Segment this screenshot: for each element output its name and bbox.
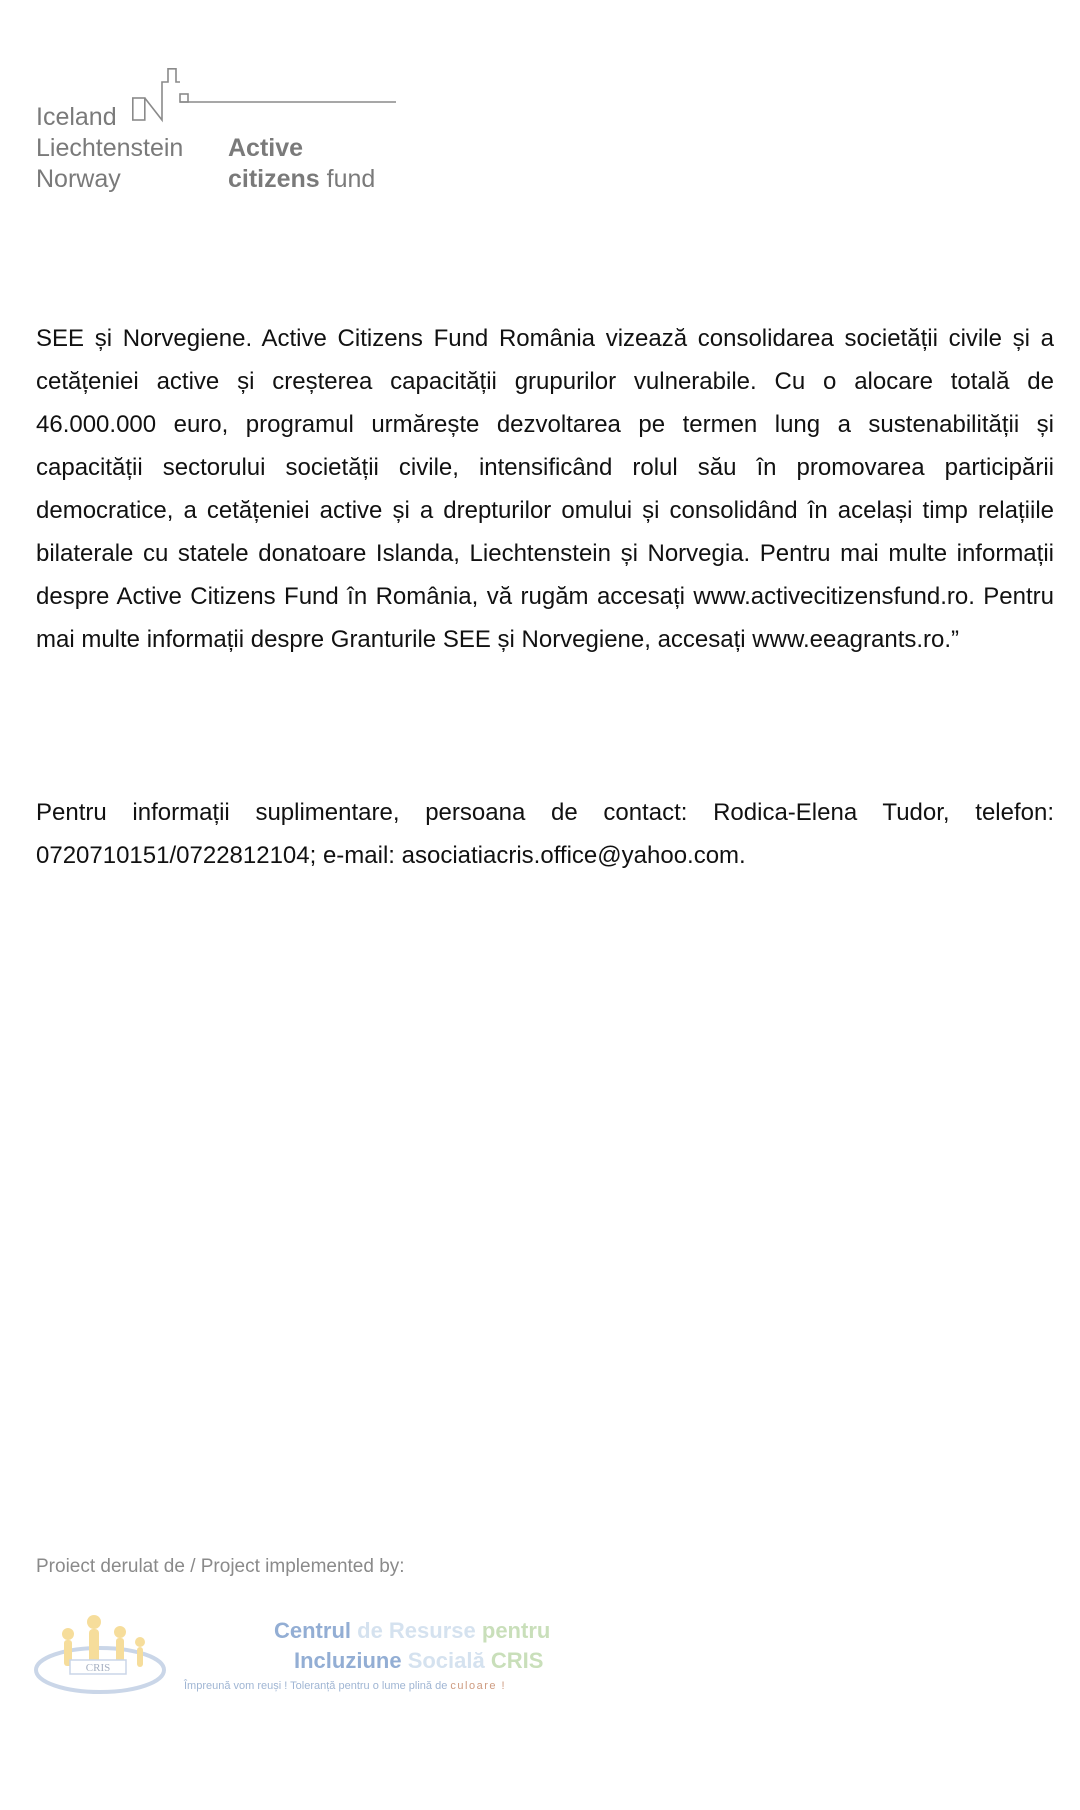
fund-name-active: Active [228,134,304,162]
cris-tagline [184,1680,506,1692]
fund-name [228,133,375,195]
cris-tagline-colored: culoare ! [450,1680,507,1692]
country-iceland: Iceland [36,103,117,131]
cris-title-cris: CRIS [490,1648,544,1673]
cris-logo [34,1612,574,1702]
cris-title-line2 [294,1648,543,1674]
country-norway: Norway [36,165,121,193]
cris-title-incluziune: Incluziune [294,1648,402,1673]
cris-title-centrul: Centrul [274,1618,351,1643]
cris-tagline-text: Împreună vom reuși ! Toleranță pentru o lume plină de [184,1680,448,1692]
cris-emblem-text: CRIS [85,1662,111,1674]
active-citizens-fund-logo [36,68,396,198]
donor-countries-list [36,102,183,195]
body-paragraph-main: SEE și Norvegiene. Active Citizens Fund România vizează consolidarea societății civile și a cetățeniei active și creșterea capacității grupurilor vulnerabile. Cu o alocare totală de 46.000.000 euro, programul urmărește dezvoltarea pe termen lung a sustenabilității și capacității sectorului societății civile, intensificând rolul său în promovarea participării democratice, a cetățeniei active și a drepturilor omului și consolidând în același timp relațiile bilaterale cu statele donatoare Islanda, Liechtenstein și Norvegia. Pentru mai multe informații despre Active Citizens Fund în România, vă rugăm accesați www.activecitizensfund.ro. Pentru mai multe informații despre Granturile SEE și Norvegiene, accesați www.eeagrants.ro.” [36,325,1054,653]
cris-title-sociala: Socială [407,1648,485,1673]
cris-title-line1 [274,1618,550,1644]
country-liechtenstein: Liechtenstein [36,134,184,162]
fund-name-citizens: citizens [228,165,320,193]
cris-emblem-icon [34,1612,166,1702]
body-paragraph-contact: Pentru informații suplimentare, persoana de contact: Rodica-Elena Tudor, telefon: 0720710151/0722812104; e-mail: asociatiacris.office@yahoo.com. [36,799,1054,869]
cris-title-pentru: pentru [481,1618,551,1643]
cris-title-de-resurse: de Resurse [357,1618,476,1643]
fund-name-fund: fund [326,165,376,193]
footer-implemented-by-label: Proiect derulat de / Project implemented by: [36,1556,405,1577]
